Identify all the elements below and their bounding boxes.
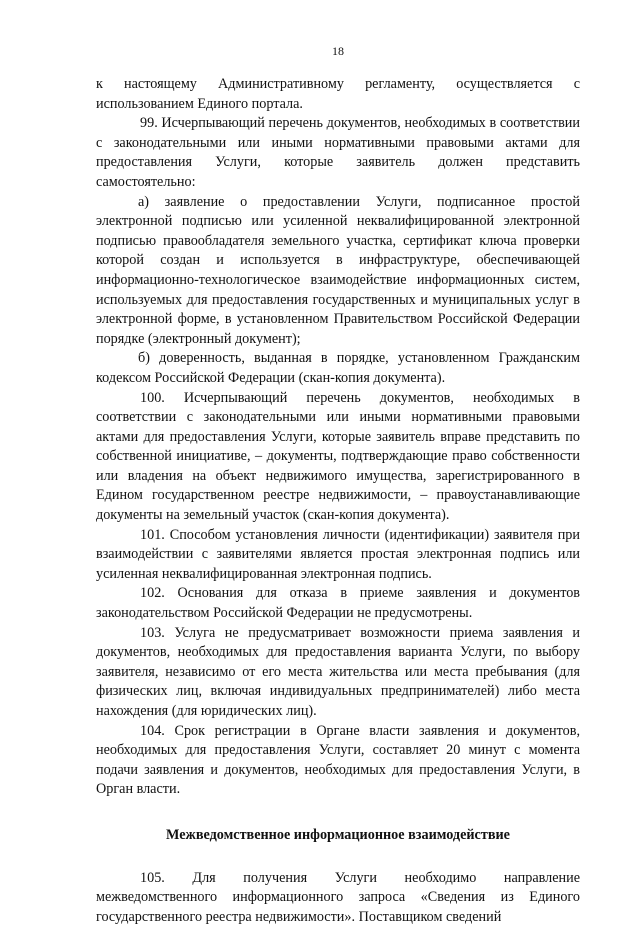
section-heading: Межведомственное информационное взаимодействие (166, 826, 510, 843)
paragraph-100: 100. Исчерпывающий перечень документов, необходимых в соответствии с законодательными или иными нормативными правовыми актами для предоставления Услуги, которые заявитель вправе представить по собственной инициативе, – документы, подтверждающие право собственности или владения на объект недвижимого имущества, зарегистрированного в Едином государственном реестре недвижимости, – правоустанавливающие документы на земельный участок (скан-копия документа). (96, 389, 580, 524)
paragraph-continuation: к настоящему Административному регламенту, осуществляется с использованием Единого портала. (96, 76, 580, 112)
paragraph-99-b: б) доверенность, выданная в порядке, установленном Гражданским кодексом Российской Федерации (скан-копия документа). (96, 350, 580, 386)
page-number: 18 (332, 44, 344, 58)
paragraph-99-a: а) заявление о предоставлении Услуги, подписанное простой электронной подписью или усиленной неквалифицированной электронной подписью правообладателя земельного участка, сертификат ключа проверки которой создан и используется в инфраструктуре, обеспечивающей информационно-технологическое взаимодействие информационных систем, используемых для предоставления государственных и муниципальных услуг в электронной форме, в установленном Правительством Российской Федерации порядке (электронный документ); (96, 193, 580, 347)
paragraph-104: 104. Срок регистрации в Органе власти заявления и документов, необходимых для предоставления Услуги, составляет 20 минут с момента подачи заявления и документов, необходимых для предоставления Услуги, в Орган власти. (96, 722, 580, 798)
paragraph-102: 102. Основания для отказа в приеме заявления и документов законодательством Российской Федерации не предусмотрены. (96, 585, 580, 622)
paragraph-101: 101. Способом установления личности (идентификации) заявителя при взаимодействии с заявителями является простая электронная подпись или усиленная неквалифицированная электронная подпись. (96, 526, 580, 582)
paragraph-99: 99. Исчерпывающий перечень документов, необходимых в соответствии с законодательными или иными нормативными правовыми актами для предоставления Услуги, которые заявитель должен представить самостоятельно: (96, 115, 580, 190)
paragraph-105: 105. Для получения Услуги необходимо направление межведомственного информационного запроса «Сведения из Единого государственного реестра недвижимости». Поставщиком сведений (96, 869, 580, 925)
paragraph-103: 103. Услуга не предусматривает возможности приема заявления и документов, необходимых для предоставления варианта Услуги, по выбору заявителя, независимо от его места жительства или места пребывания (для физических лиц, включая индивидуальных предпринимателей) либо места нахождения (для юридических лиц). (96, 624, 580, 719)
